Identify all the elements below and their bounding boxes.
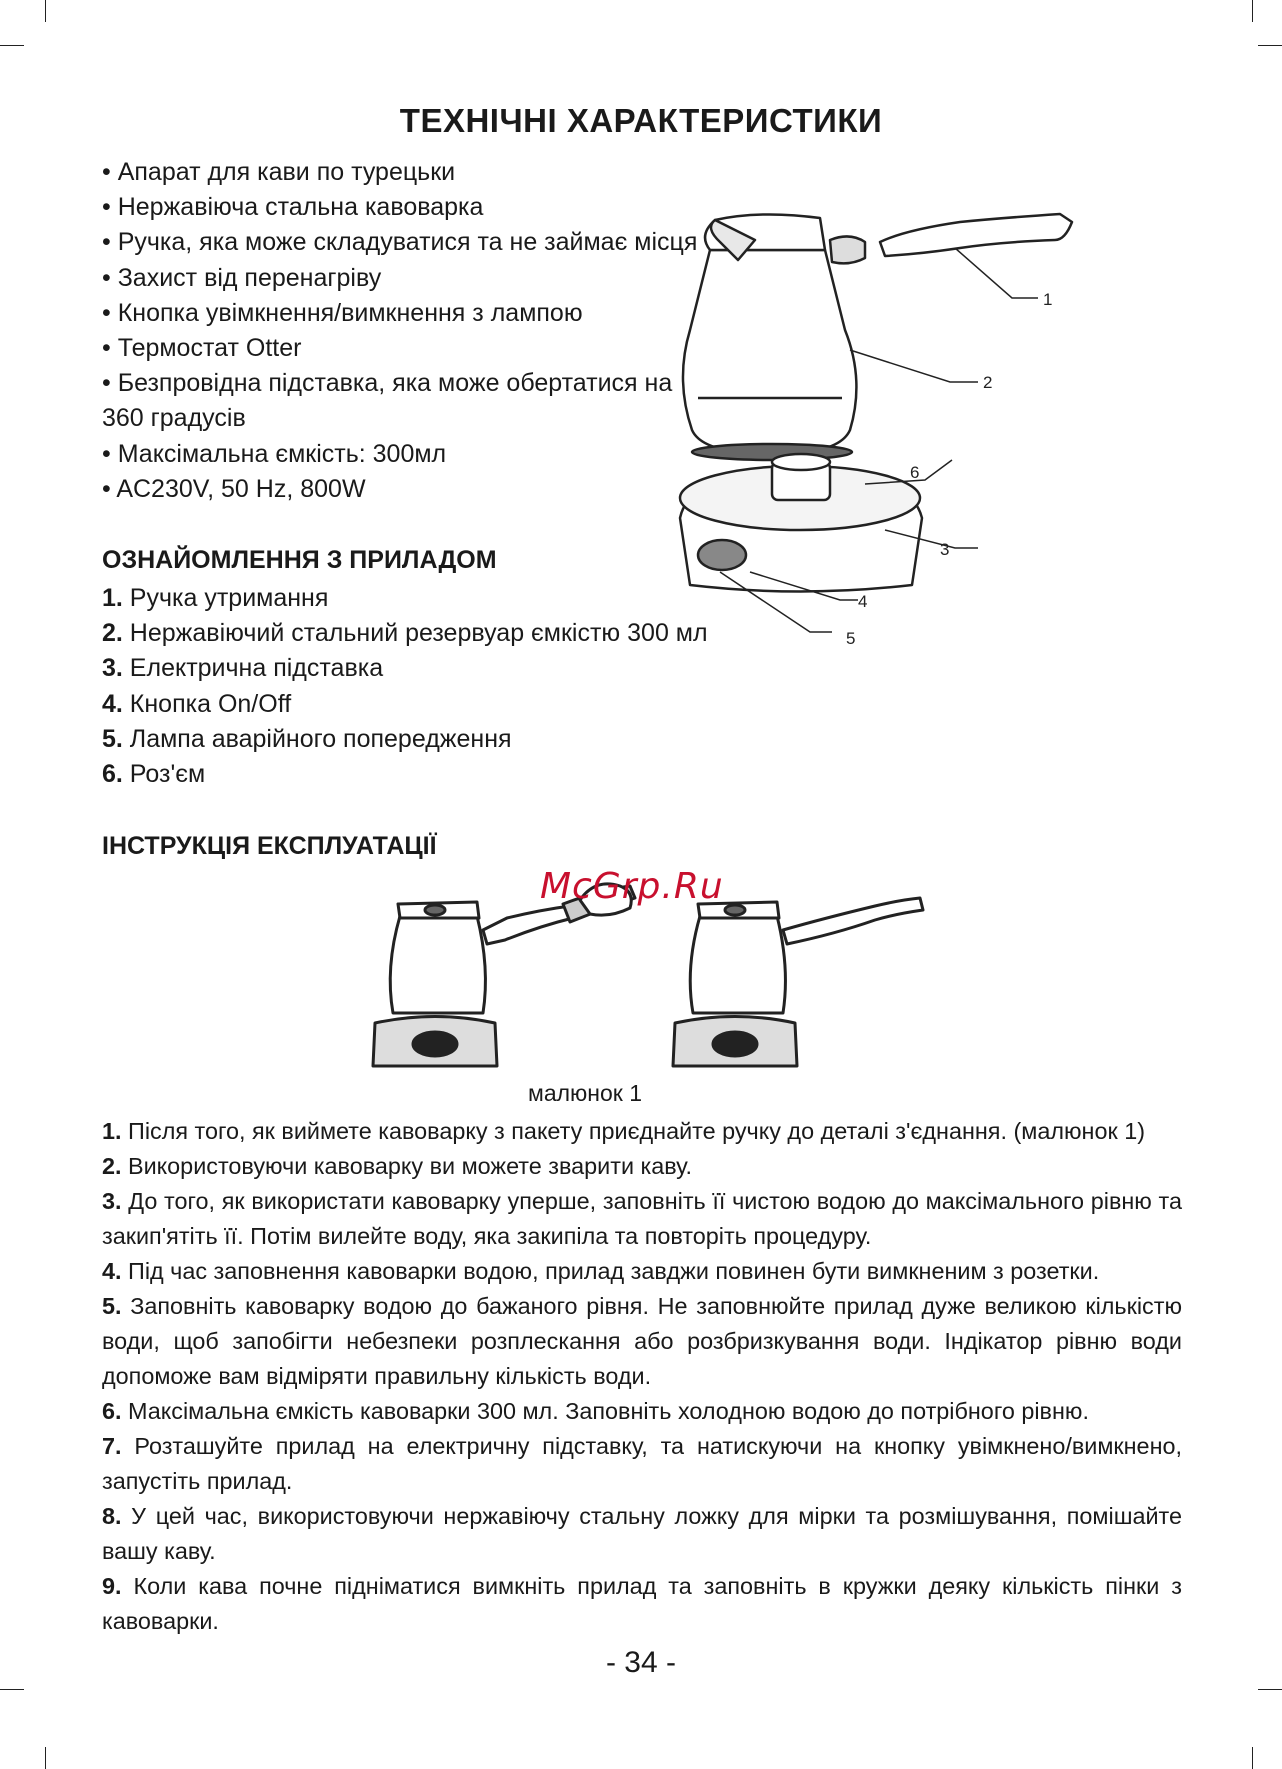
crop-mark [1258,1689,1282,1690]
step-number: 1. [102,1118,122,1144]
step-number: 8. [102,1503,122,1529]
item-text: Роз'єм [122,760,206,789]
item-text: Ручка утримання [122,584,329,612]
instruction-step [102,1394,1182,1429]
crop-mark [1252,0,1253,22]
callout-3: 3 [940,540,950,559]
spec-list [102,155,697,507]
fig-pot-left [390,916,485,1013]
step-text: Максімальна ємкість кавоварки 300 мл. Заповніть холодною водою до потрібного рівню. [121,1398,1089,1424]
callout-6: 6 [910,463,920,482]
callout-2: 2 [983,373,993,392]
list-item [102,581,708,616]
instruction-steps [102,1114,1182,1639]
step-number: 7. [102,1433,122,1459]
step-text: Коли кава почне підніматися вимкніть прилад та заповніть в кружки деяку кількість пінки з кавоварки. [102,1573,1182,1634]
crop-mark [0,1689,24,1690]
step-text: Заповніть кавоварку водою до бажаного рівня. Не заповнюйте прилад дуже великою кількістю води, щоб запобігти небезпеки розплескання або розбризкування води. Індікатор рівню води допоможе вам відміряти правильну кількість води. [102,1293,1182,1389]
spec-item: • Безпровідна підставка, яка може обертатися на [102,369,673,398]
spec-item: • Ручка, яка може складуватися та не займає місця [102,228,698,257]
fig-handle-right [783,898,923,944]
page-number: - 34 - [605,1646,677,1679]
watermark: McGrp.Ru [540,866,724,907]
spec-item: • Кнопка увімкнення/вимкнення з лампою [102,298,583,327]
handle-socket [830,236,865,263]
item-number: 1. [102,584,123,612]
fig-base-right-button [713,1032,757,1056]
step-number: 2. [102,1153,122,1179]
crop-mark [1258,45,1282,46]
step-number: 6. [102,1398,122,1424]
instruction-step [102,1289,1182,1394]
coffee-maker-diagram [660,200,1100,670]
spec-item: • Апарат для кави по турецьки [102,158,456,186]
spec-item: • Максімальна ємкість: 300мл [102,439,447,468]
instruction-step [102,1569,1182,1639]
spec-item: • Нержавіюча стальна кавоварка [102,193,484,222]
step-text: Після того, як виймете кавоварку з пакету приєднайте ручку до деталі з'єднання. (малюнок 1) [121,1118,1145,1144]
item-text: Нержавіючий стальний резервуар ємкістю 300 мл [122,619,708,648]
crop-mark [45,0,46,22]
instruction-step [102,1429,1182,1499]
list-item [102,757,708,792]
step-number: 5. [102,1293,122,1319]
instruction-step [102,1114,1182,1149]
crop-mark [1252,1747,1253,1769]
item-number: 4. [102,689,123,718]
step-text: Використовуючи кавоварку ви можете зварити каву. [121,1153,693,1179]
fig-pot-right-spout [725,905,745,915]
crop-mark [45,1747,46,1769]
crop-mark [0,45,24,46]
fig-base-left-button [413,1032,457,1056]
list-item [102,651,708,686]
figure-caption: малюнок 1 [528,1080,643,1106]
pot-body [683,250,856,452]
leader-line-2 [850,350,978,382]
instruction-step [102,1184,1182,1254]
item-number: 2. [102,619,123,648]
step-text: Під час заповнення кавоварки водою, прилад завджи повинен бути вимкненим з розетки. [121,1258,1100,1284]
item-text: Лампа аварійного попередження [122,724,512,753]
spec-item: • AC230V, 50 Hz, 800W [102,474,366,503]
item-text: Кнопка On/Off [122,689,292,718]
handle [880,214,1072,256]
instruction-step [102,1499,1182,1569]
step-number: 9. [102,1573,122,1599]
spec-item: • Термостат Otter [102,334,302,363]
base-button [698,540,746,570]
step-text: До того, як використати кавоварку уперше, заповніть її чистою водою до максімального рівню та закип'ятіть її. Потім вилейте воду, яка закипіла та повторіть процедуру. [102,1188,1182,1249]
step-number: 3. [102,1188,122,1214]
item-number: 5. [102,724,123,753]
fig-pot-left-spout [425,905,445,915]
spec-item: 360 градусів [102,404,246,433]
item-number: 6. [102,760,123,789]
instruction-step [102,1254,1182,1289]
parts-list [102,581,708,792]
step-text: У цей час, використовуючи нержавіючу стальну ложку для мірки та розмішування, помішайте вашу каву. [102,1503,1182,1564]
instruction-step [102,1149,1182,1184]
item-number: 3. [102,654,123,683]
figure-1 [365,878,935,1073]
page-title: ТЕХНІЧНІ ХАРАКТЕРИСТИКИ [399,102,883,139]
instructions-heading: ІНСТРУКЦІЯ ЕКСПЛУАТАЦІЇ [102,832,437,860]
step-text: Розташуйте прилад на електричну підставку, та натискуючи на кнопку увімкнено/вимкнено, запустіть прилад. [102,1433,1182,1494]
list-item [102,722,708,757]
leader-line-1 [955,248,1038,298]
fig-pot-right [690,916,785,1013]
intro-heading: ОЗНАЙОМЛЕННЯ З ПРИЛАДОМ [102,546,497,574]
fig-handle-left [483,906,573,944]
list-item [102,687,708,722]
base-connector-top [772,454,830,470]
callout-5: 5 [846,629,856,648]
callout-1: 1 [1043,290,1053,309]
spec-item: • Захист від перенагріву [102,263,382,292]
item-text: Електрична підставка [122,654,384,683]
list-item [102,616,708,651]
step-number: 4. [102,1258,122,1284]
callout-4: 4 [858,592,868,611]
